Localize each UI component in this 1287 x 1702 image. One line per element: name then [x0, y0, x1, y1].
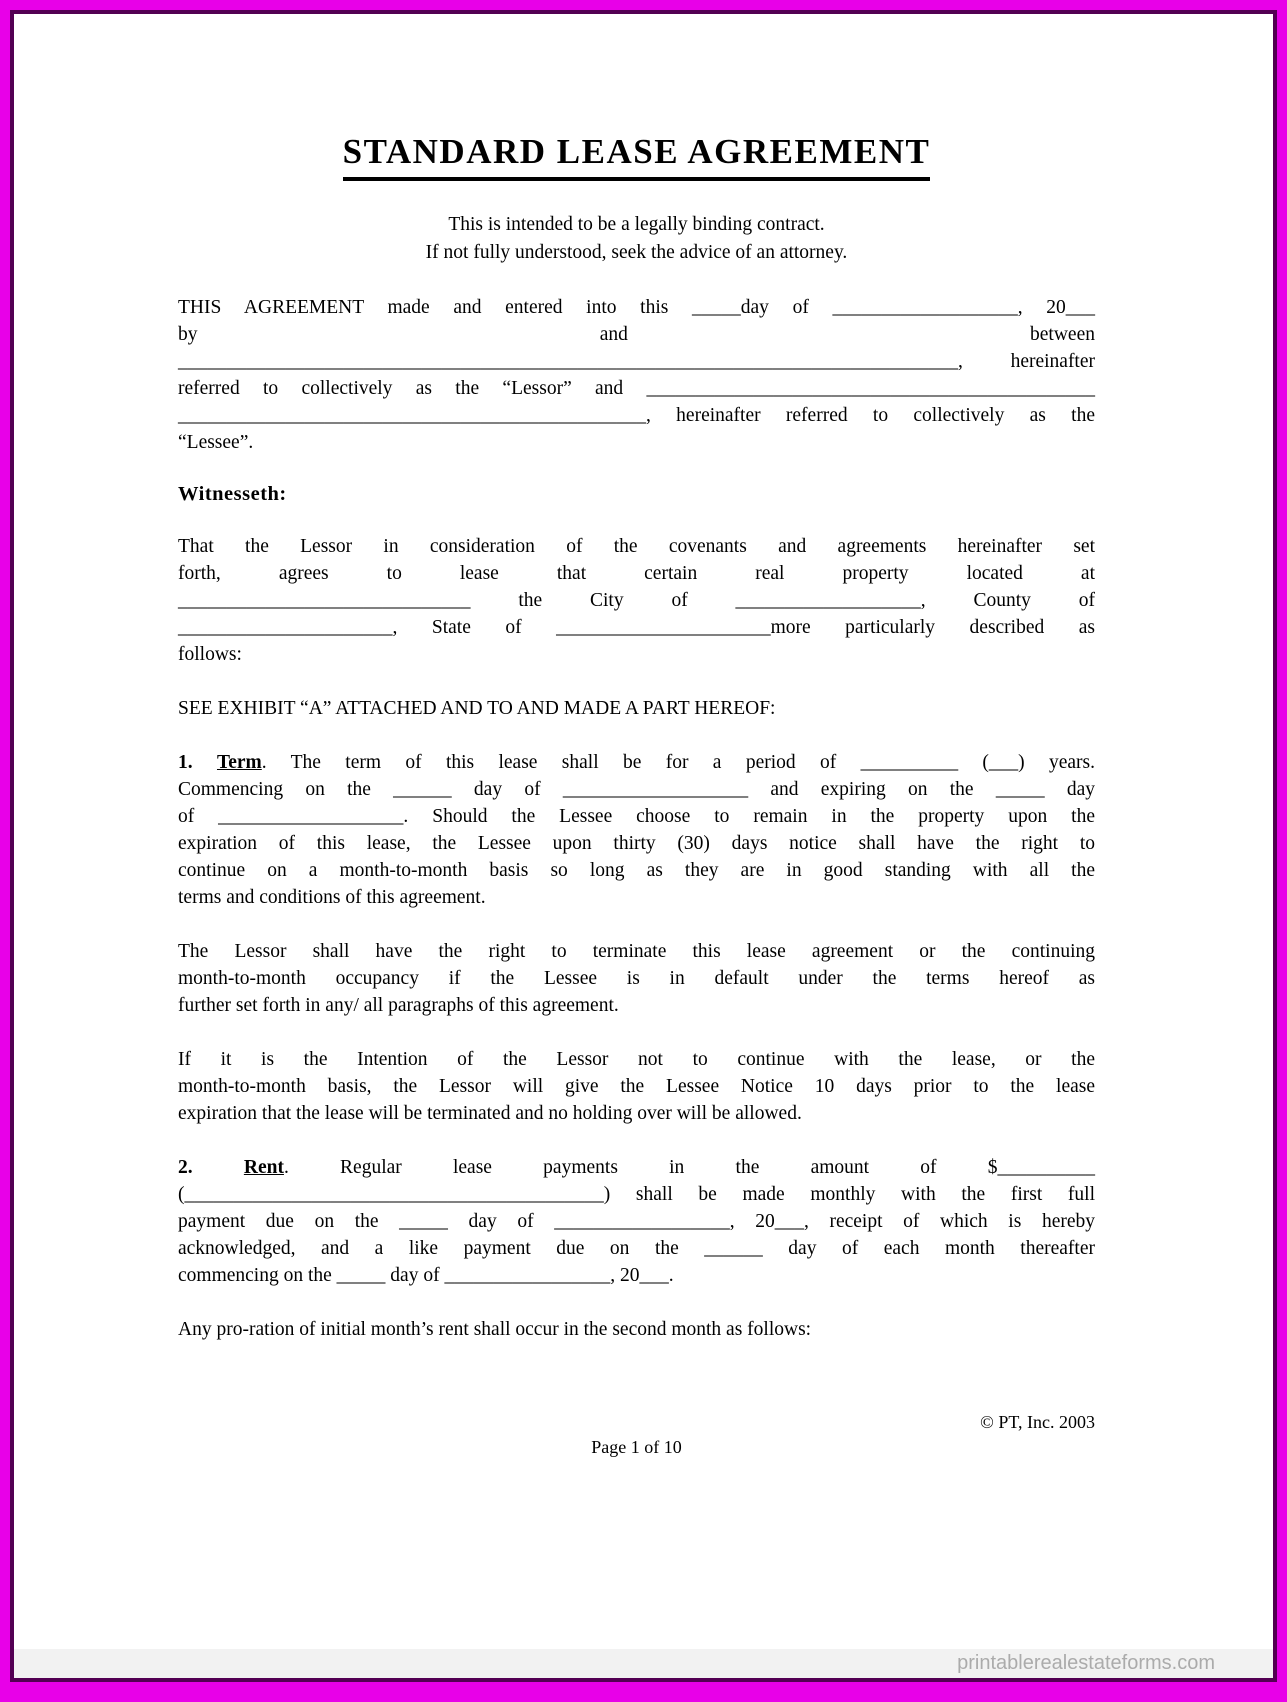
text-line: forth, agrees to lease that certain real property located at [178, 563, 1095, 585]
text-line [178, 749, 1095, 776]
text-line: The Lessor shall have the right to terminate this lease agreement or the continuing [178, 941, 1095, 963]
text-line: ________________________________________________, hereinafter referred to collectively as the [178, 405, 1095, 427]
text-line [178, 1154, 1095, 1181]
text-line: payment due on the _____ day of __________________, 20___, receipt of which is hereby [178, 1211, 1095, 1233]
section-label: 2. [178, 1157, 193, 1179]
watermark-text: printablerealestateforms.com [957, 1652, 1215, 1674]
witnesseth-heading: Witnesseth: [178, 483, 287, 506]
text-run [193, 1157, 244, 1178]
paragraph-agreement-parties [178, 294, 1095, 456]
text-run [193, 752, 217, 773]
document-body [14, 14, 1273, 1458]
text-line: ________________________________________________________________________________, hereinafter [178, 351, 1095, 373]
text-line: If it is the Intention of the Lessor not to continue with the lease, or the [178, 1049, 1095, 1071]
text-line: “Lessee”. [178, 432, 254, 454]
text-line: terms and conditions of this agreement. [178, 887, 486, 909]
text-line: ______________________, State of ______________________more particularly described as [178, 617, 1095, 639]
subtitle [178, 211, 1095, 267]
section-label: 1. [178, 752, 193, 774]
text-line: expiration of this lease, the Lessee upon thirty (30) days notice shall have the right to [178, 833, 1095, 855]
exhibit-note: SEE EXHIBIT “A” ATTACHED AND TO AND MADE A PART HEREOF: [178, 698, 776, 720]
text-line: month-to-month occupancy if the Lessee is in default under the terms hereof as [178, 968, 1095, 990]
screenshot-root [0, 10, 1287, 1702]
section-label: Rent [243, 1157, 284, 1179]
text-line: of ___________________. Should the Lessee choose to remain in the property upon the [178, 806, 1095, 828]
paragraph-intention [178, 1046, 1095, 1127]
text-line: (___________________________________________) shall be made monthly with the first full [178, 1184, 1095, 1206]
document-page [10, 10, 1277, 1682]
paragraph-terminate-right [178, 938, 1095, 1019]
subtitle-line-2: If not fully understood, seek the advice of an attorney. [425, 242, 848, 264]
watermark-bar [14, 1649, 1273, 1678]
text-line: That the Lessor in consideration of the covenants and agreements hereinafter set [178, 536, 1095, 558]
text-line: expiration that the lease will be terminated and no holding over will be allowed. [178, 1103, 802, 1125]
text-line: month-to-month basis, the Lessor will give the Lessee Notice 10 days prior to the lease [178, 1076, 1095, 1098]
subtitle-line-1: This is intended to be a legally binding contract. [448, 214, 825, 236]
text-line: commencing on the _____ day of _________________, 20___. [178, 1265, 674, 1287]
paragraph-proration: Any pro-ration of initial month’s rent shall occur in the second month as follows: [178, 1319, 812, 1341]
text-run: . The term of this lease shall be for a period of __________ (___) years. [261, 752, 1096, 774]
title-container [178, 132, 1095, 181]
document-title: STANDARD LEASE AGREEMENT [343, 132, 931, 181]
text-line: ______________________________ the City of ___________________, County of [178, 590, 1095, 612]
page-number: Page 1 of 10 [591, 1437, 682, 1458]
text-line: follows: [178, 644, 242, 666]
text-line: Commencing on the ______ day of ___________________ and expiring on the _____ day [178, 779, 1095, 801]
paragraph-rent [178, 1154, 1095, 1289]
paragraph-witnesseth [178, 533, 1095, 668]
section-label: Term [216, 752, 262, 774]
paragraph-term [178, 749, 1095, 911]
text-line: acknowledged, and a like payment due on the ______ day of each month thereafter [178, 1238, 1095, 1260]
text-line: referred to collectively as the “Lessor” and ______________________________________________ [178, 378, 1095, 400]
text-line: THIS AGREEMENT made and entered into this _____day of ___________________, 20___ [178, 297, 1095, 319]
text-run: . Regular lease payments in the amount of $__________ [283, 1157, 1095, 1179]
text-line: by and between [178, 324, 1095, 346]
text-line: further set forth in any/ all paragraphs of this agreement. [178, 995, 619, 1017]
copyright-notice: © PT, Inc. 2003 [980, 1412, 1095, 1433]
text-line: continue on a month-to-month basis so long as they are in good standing with all the [178, 860, 1095, 882]
